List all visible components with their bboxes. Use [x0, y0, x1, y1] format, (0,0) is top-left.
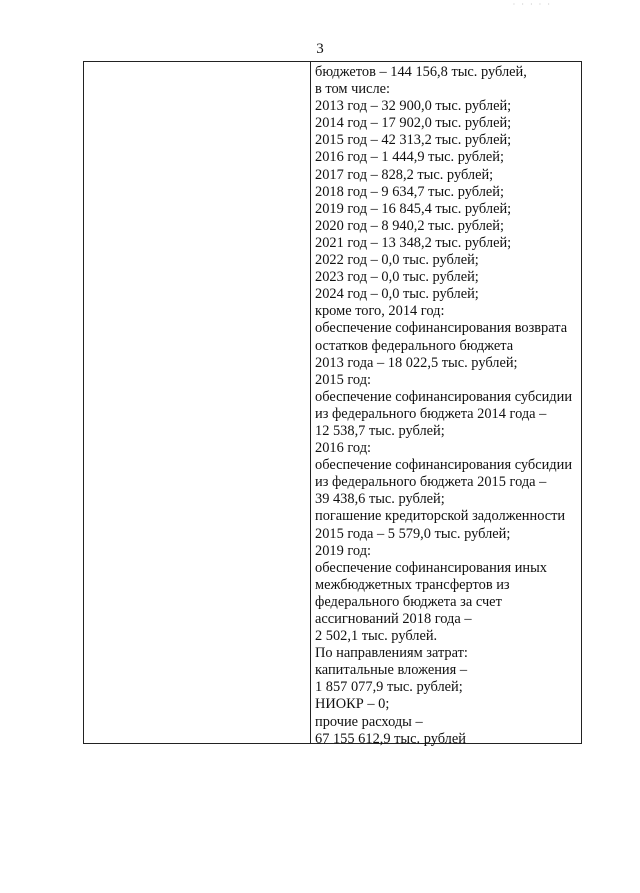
table-text-line: 2015 года – 5 579,0 тыс. рублей;: [315, 525, 511, 542]
table-text-line: капитальные вложения –: [315, 662, 468, 679]
table-text-line: в том числе:: [315, 81, 391, 98]
table-text-line: 2024 год – 0,0 тыс. рублей;: [315, 286, 479, 303]
table-text-line: погашение кредиторской задолженности: [315, 508, 566, 525]
table-text-line: остатков федерального бюджета: [315, 337, 514, 354]
table-text-line: 67 155 612,9 тыс. рублей: [315, 730, 466, 747]
table-text-line: обеспечение софинансирования возврата: [315, 320, 568, 337]
table-text-line: 2013 год – 32 900,0 тыс. рублей;: [315, 98, 512, 115]
table-text-line: ассигнований 2018 года –: [315, 611, 472, 627]
column-divider: [310, 62, 311, 743]
table-text-line: По направлениям затрат:: [315, 645, 468, 662]
table-text-line: 2015 год:: [315, 371, 372, 388]
table-text-line: 2019 год:: [315, 542, 372, 559]
table-text-line: 2 502,1 тыс. рублей.: [315, 628, 438, 645]
table-text-line: НИОКР – 0;: [315, 696, 390, 713]
table-text-line: 2021 год – 13 348,2 тыс. рублей;: [315, 234, 512, 251]
scan-artifact: · · · · ·: [512, 0, 552, 9]
table-text-line: 2018 год – 9 634,7 тыс. рублей;: [315, 183, 504, 200]
table-text-line: 2023 год – 0,0 тыс. рублей;: [315, 269, 479, 286]
table-text-line: из федерального бюджета 2015 года –: [315, 474, 547, 491]
table-text-line: 2019 год – 16 845,4 тыс. рублей;: [315, 200, 512, 217]
table-text-line: кроме того, 2014 год:: [315, 303, 445, 320]
table-text-line: обеспечение софинансирования субсидии: [315, 388, 573, 405]
table-text-line: 2015 год – 42 313,2 тыс. рублей;: [315, 132, 512, 149]
table-text-line: 2016 год:: [315, 440, 372, 457]
table-text-line: федерального бюджета за счет: [315, 593, 502, 610]
table-text-line: межбюджетных трансфертов из: [315, 576, 510, 593]
table-text-line: 2017 год – 828,2 тыс. рублей;: [315, 166, 494, 183]
table-text-line: 2016 год – 1 444,9 тыс. рублей;: [315, 149, 504, 166]
table-text-line: обеспечение софинансирования субсидии: [315, 457, 573, 474]
table-text-line: обеспечение софинансирования иных: [315, 559, 547, 576]
table-text-line: 2013 года – 18 022,5 тыс. рублей;: [315, 354, 518, 371]
page-number: 3: [316, 41, 324, 57]
table-right-cell: [315, 64, 577, 748]
table-text-line: 12 538,7 тыс. рублей;: [315, 422, 445, 439]
table-text-line: прочие расходы –: [315, 713, 423, 730]
table-text-line: из федерального бюджета 2014 года –: [315, 405, 547, 422]
table-text-line: 2022 год – 0,0 тыс. рублей;: [315, 252, 479, 269]
table-text-line: 39 438,6 тыс. рублей;: [315, 491, 445, 508]
table-text-line: 2020 год – 8 940,2 тыс. рублей;: [315, 217, 504, 234]
content-table: [83, 61, 582, 747]
table-text-line: 2014 год – 17 902,0 тыс. рублей;: [315, 115, 512, 132]
table-text-line: 1 857 077,9 тыс. рублей;: [315, 679, 463, 696]
table-text-line: бюджетов – 144 156,8 тыс. рублей,: [315, 64, 527, 80]
